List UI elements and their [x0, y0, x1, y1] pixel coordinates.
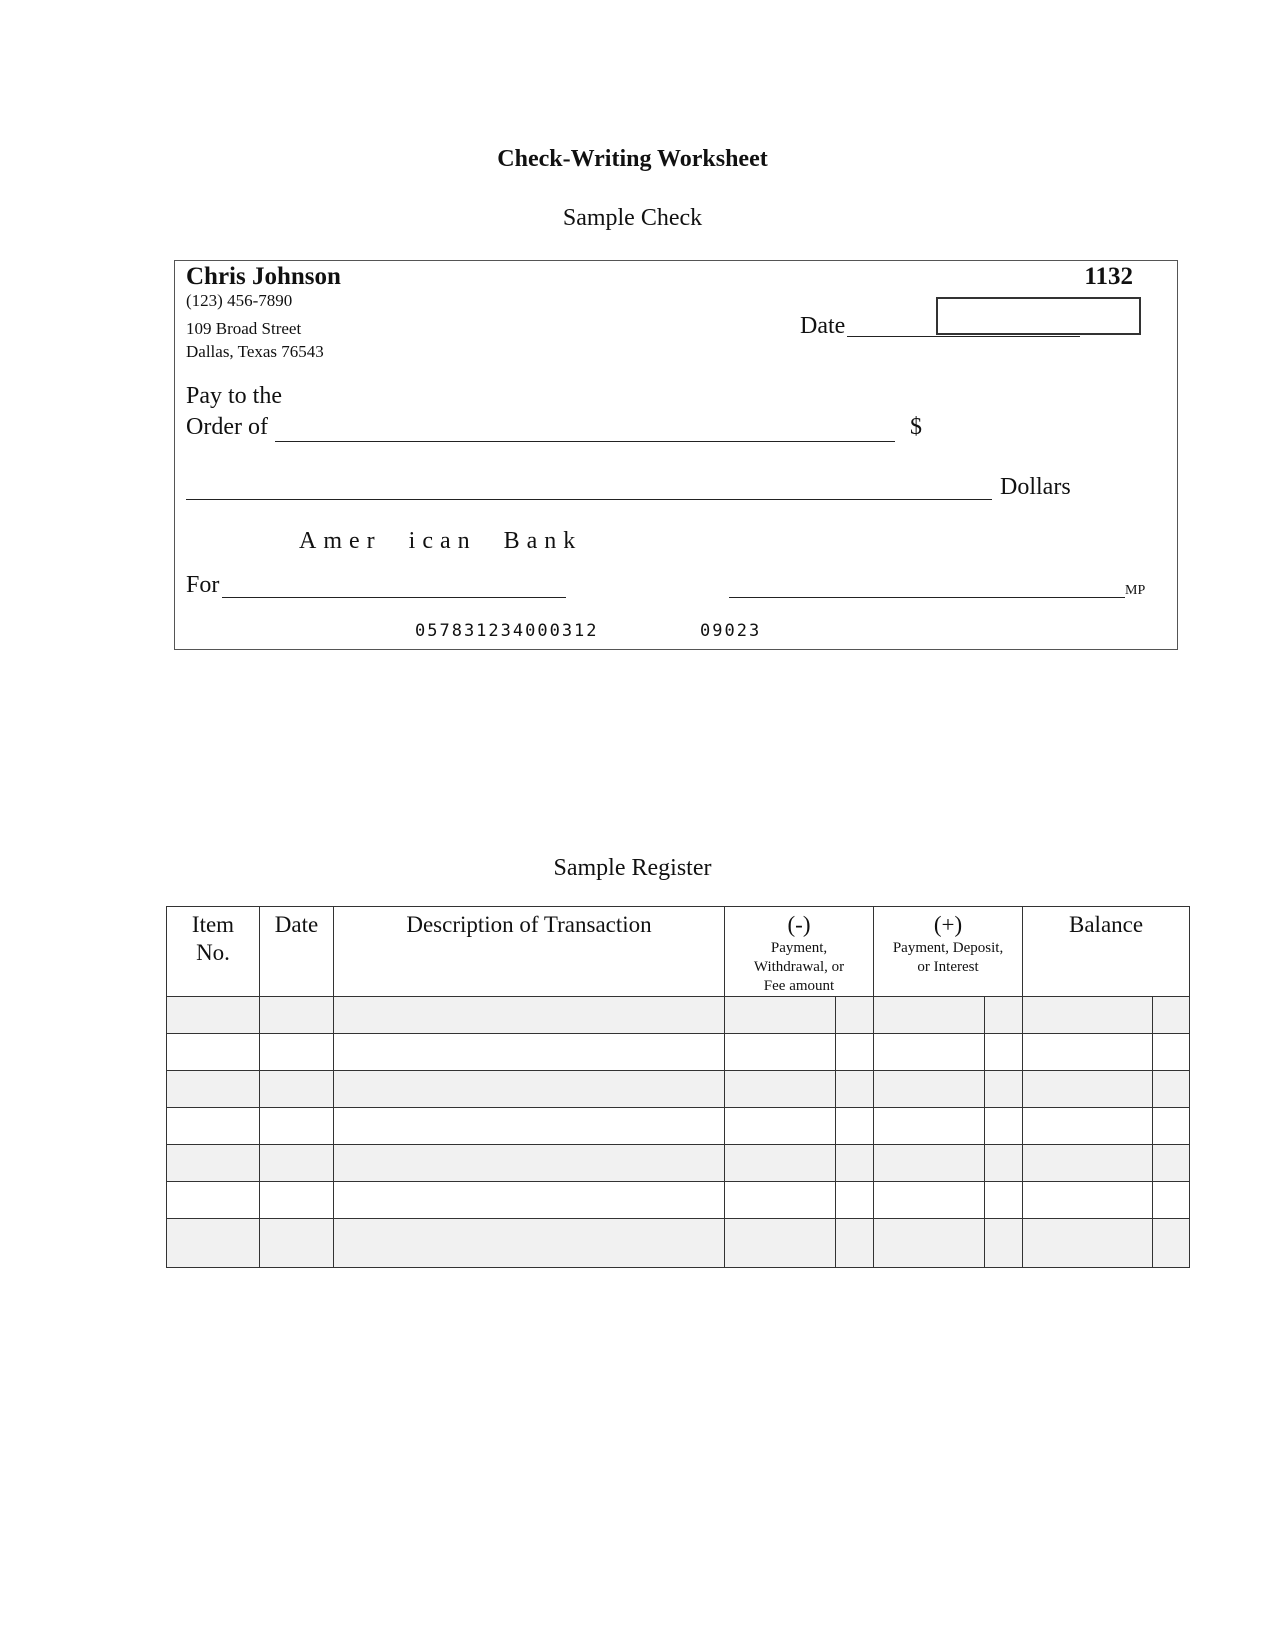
check-owner-name: Chris Johnson: [186, 263, 341, 290]
pay-to-label-line2: Order of: [186, 414, 268, 440]
table-row: [167, 1108, 1190, 1145]
micr-check-number: 09023: [700, 621, 762, 641]
date-line: [847, 336, 1080, 337]
bank-name: Amer ican Bank: [299, 528, 583, 554]
pay-to-label-line1: Pay to the: [186, 383, 282, 409]
header-description: Description of Transaction: [334, 907, 725, 997]
transaction-register: [166, 906, 1190, 1268]
table-row: [167, 1182, 1190, 1219]
check-street: 109 Broad Street: [186, 319, 302, 338]
header-date: Date: [260, 907, 334, 997]
page-title: Check-Writing Worksheet: [497, 146, 768, 172]
signature-initials: MP: [1125, 583, 1146, 598]
date-label: Date: [800, 313, 846, 339]
amount-words-line[interactable]: [186, 499, 992, 500]
dollars-label: Dollars: [1000, 474, 1071, 500]
sample-check: [174, 260, 1178, 650]
register-section-title: Sample Register: [553, 855, 712, 881]
table-row: [167, 1145, 1190, 1182]
date-field[interactable]: [936, 297, 1141, 335]
memo-label: For: [186, 572, 220, 598]
table-row: [167, 1034, 1190, 1071]
table-row: [167, 997, 1190, 1034]
check-number: 1132: [1084, 263, 1133, 290]
register-rows: [167, 997, 1190, 1268]
table-row: [167, 1071, 1190, 1108]
check-phone: (123) 456-7890: [186, 291, 293, 310]
table-row: [167, 1219, 1190, 1268]
check-section-title: Sample Check: [562, 205, 703, 231]
check-city: Dallas, Texas 76543: [186, 342, 324, 361]
signature-line[interactable]: [729, 597, 1125, 598]
memo-line[interactable]: [222, 597, 566, 598]
payee-line[interactable]: [275, 441, 895, 442]
routing-account-number: 057831234000312: [415, 621, 599, 641]
header-item-no: Item No.: [167, 907, 260, 997]
header-balance: Balance: [1023, 907, 1190, 997]
header-deposit: (+) Payment, Deposit, or Interest: [874, 907, 1023, 997]
amount-dollar-sign: $: [910, 414, 922, 440]
header-payment: (-) Payment, Withdrawal, or Fee amount: [725, 907, 874, 997]
